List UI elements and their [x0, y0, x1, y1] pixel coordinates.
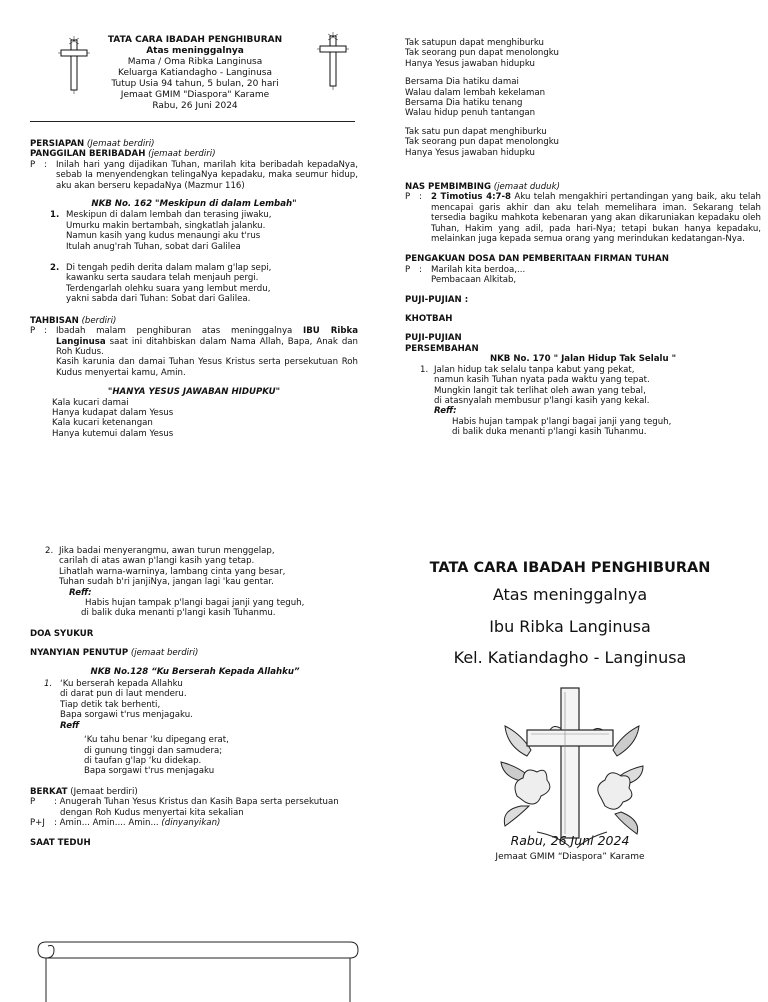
penutup-heading: NYANYIAN PENUTUP (jemaat berdiri) [30, 648, 199, 659]
doa-heading: DOA SYUKUR [30, 628, 94, 639]
nkb128-title: NKB No.128 “Ku Berserah Kepada Allahku” [90, 666, 300, 677]
panggilan-text: P : Inilah hari yang dijadikan Tuhan, marilah kita beribadah kepadaNya, sebab Ia menyendengkan telingaNya kepadaku, maka seumur hidup, aku akan berseru kepadaNya (Mazmur 116) [30, 159, 358, 191]
hanya-lines: Kala kucari damai Hanya kudapat dalam Yesus Kala kucari ketenangan Hanya kutemui dalam Yesus [52, 397, 174, 439]
hanya-title: "HANYA YESUS JAWABAN HIDUPKU" [107, 387, 281, 398]
berkat-heading: BERKAT (Jemaat berdiri) [30, 786, 138, 797]
header-block [80, 35, 310, 112]
nkb162-verse1: 1. Meskipun di dalam lembah dan terasing jiwaku, Umurku makin bertambah, singkatlah jalanku. Namun kasih yang kudus menaungi aku t'rus Itulah anug'rah Tuhan, sobat dari Galilea [50, 210, 272, 252]
stanza-1: Tak satupun dapat menghiburku Tak seorang pun dapat menolongku Hanya Yesus jawaban hidupku [405, 38, 559, 69]
cover-church: Jemaat GMIM “Diaspora” Karame [495, 852, 645, 862]
cross-with-lilies-icon [497, 686, 647, 854]
berkat-pj: P+J : Amin... Amin.... Amin... (dinyanyikan) [30, 817, 221, 828]
khotbah-heading: KHOTBAH [405, 314, 453, 325]
header-family: Keluarga Katiandagho - Langinusa [117, 68, 273, 78]
bottom-left-column [30, 546, 360, 849]
header-subtitle: Atas meninggalnya [146, 46, 244, 56]
nkb128-verse: 1. ‘Ku berserah kepada Allahku di darat pun di laut menderu. Tiap detik tak berhenti, Bapa sorgawi t'rus menjagaku. Reff ‘Ku tahu benar ‘ku dipegang erat, di gunung tinggi dan samudera; di taufan g'lap ‘ku didekap. Bapa sorgawi t'rus menjagaku [44, 679, 229, 777]
nkb170-verse2: 2. Jika badai menyerangmu, awan turun menggelap, carilah di atas awan p'langi kasih yang tetap. Lihatlah warna-warninya, lambang cinta yang besar, Tuhan sudah b'ri janjiNya, jangan lagi 'kau gentar. Reff: Habis hujan tampak p'langi bagai janji yang teguh, di balik duka menanti p'langi kasih Tuhanmu. [45, 546, 305, 619]
stanza-3: Tak satu pun dapat menghiburku Tak seorang pun dapat menolongku Hanya Yesus jawaban hidupku [405, 126, 559, 158]
header-name: Mama / Oma Ribka Langinusa [127, 57, 263, 67]
header-age: Tutup Usia 94 tahun, 5 bulan, 20 hari [111, 79, 279, 89]
pengakuan-text: P : Marilah kita berdoa,... Pembacaan Alkitab, [405, 264, 526, 286]
header-church: Jemaat GMIM "Diaspora" Karame [120, 90, 270, 100]
nkb162-verse2: 2. Di tengah pedih derita dalam malam g'lap sepi, kawanku serta saudara telah menjauh pergi. Terdengarlah olehku suara yang lembut merdu, yakni sabda dari Tuhan: Sobat dari Galilea. [50, 263, 272, 305]
left-column [30, 139, 358, 439]
persiapan-heading: PERSIAPAN (Jemaat berdiri) [30, 139, 155, 149]
nkb170-verse: 1. Jalan hidup tak selalu tanpa kabut yang pekat, namun kasih Tuhan nyata pada waktu yang tepat. Mungkin langit tak terlihat oleh awan yang tebal, di atasnyalah membusur p'langi kasih yang kekal. Reff: Habis hujan tampak p'langi bagai janji yang teguh, di balik duka menanti p'langi kasih Tuhanmu. [420, 364, 672, 438]
panggilan-heading: PANGGILAN BERIBADAH (jemaat berdiri) [30, 149, 216, 160]
header-date: Rabu, 26 Juni 2024 [152, 101, 238, 111]
puji-heading-1: PUJI-PUJIAN : [405, 294, 469, 305]
right-column-top [405, 38, 745, 158]
cover-family: Kel. Katiandagho - Langinusa [453, 648, 687, 667]
tahbisan-heading: TAHBISAN (berdiri) [30, 315, 117, 326]
header-divider [30, 121, 355, 122]
cover-date: Rabu, 26 Juni 2024 [510, 833, 630, 848]
nkb170-title: NKB No. 170 " Jalan Hidup Tak Selalu " [489, 354, 677, 365]
cross-right-icon [317, 32, 349, 90]
nas-heading: NAS PEMBIMBING (jemaat duduk) [405, 182, 560, 192]
puji-heading-2: PUJI-PUJIAN [405, 333, 462, 344]
pengakuan-heading: PENGAKUAN DOSA DAN PEMBERITAAN FIRMAN TUHAN [405, 254, 669, 265]
nas-text: P : 2 Timotius 4:7-8 Aku telah mengakhiri pertandingan yang baik, aku telah mencapai garis akhir dan aku telah memelihara iman. Sekarang telah tersedia bagiku mahkota kebenaran yang akan dikaruniakan kepadaku oleh Tuhan, Hakim yang adil, pada hari-Nya; tetapi bukan hanya kepadaku, melainkan juga kepada semua orang yang merindukan kedatangan-Nya. [405, 192, 762, 245]
saat-teduh-heading: SAAT TEDUH [30, 838, 91, 849]
header-title: TATA CARA IBADAH PENGHIBURAN [107, 35, 283, 45]
berkat-p: P : Anugerah Tuhan Yesus Kristus dan Kasih Bapa serta persekutuan dengan Roh Kudus menyertai kita sekalian [30, 797, 339, 818]
nkb162-title: NKB No. 162 "Meskipun di dalam Lembah" [91, 199, 297, 210]
scroll-banner-icon [34, 936, 364, 1002]
stanza-2: Bersama Dia hatiku damai Walau dalam lembah kekelaman Bersama Dia hatiku tenang Walau hidup penuh tantangan [405, 77, 546, 119]
right-column-mid [405, 182, 761, 438]
cover-name: Ibu Ribka Langinusa [489, 617, 651, 636]
tahbisan-text: P : Ibadah malam penghiburan atas meninggalnya IBU Ribka Langinusa saat ini ditahbiskan dalam Nama Allah, Bapa, Anak dan Roh Kudus. Kasih karunia dan damai Tuhan Yesus Kristus serta persekutuan Roh Kudus menyertai kamu, Amin. [30, 326, 358, 378]
persembahan-heading: PERSEMBAHAN [405, 343, 479, 354]
cover-title: TATA CARA IBADAH PENGHIBURAN [429, 560, 711, 576]
cover-subtitle: Atas meninggalnya [492, 585, 648, 604]
